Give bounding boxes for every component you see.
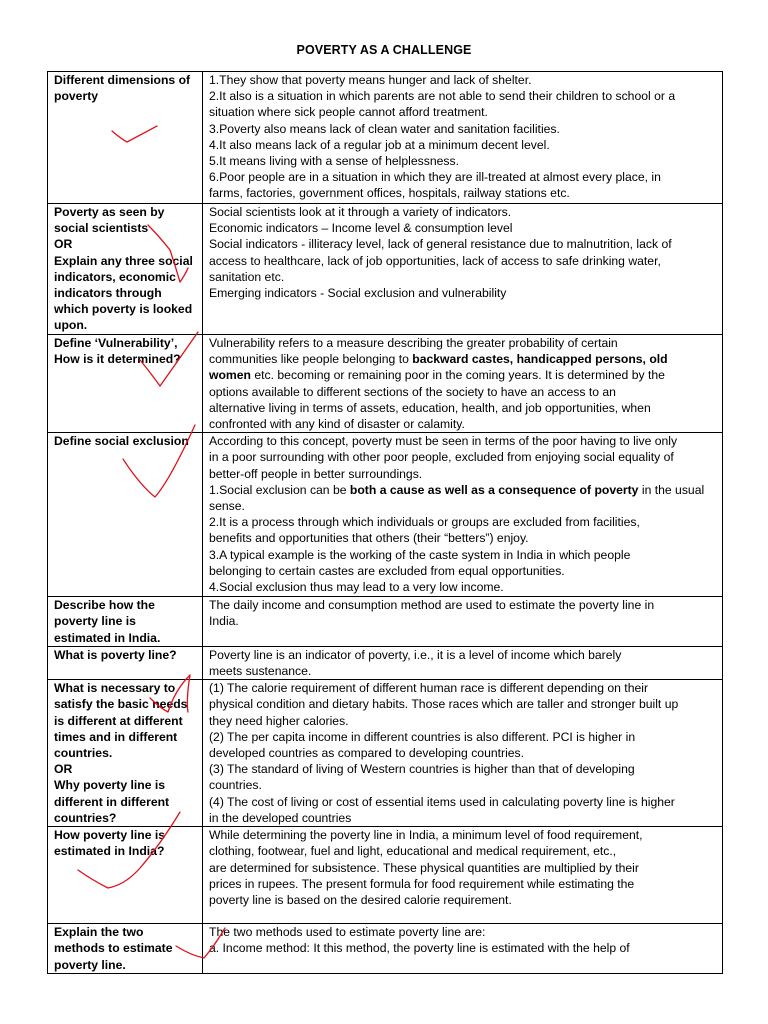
question-cell (48, 597, 203, 647)
answer-text: Vulnerability refers to a measure describing the greater probability of certain (209, 336, 618, 350)
answer-line (209, 647, 717, 663)
answer-text: benefits and opportunities that others (their “betters”) enjoy. (209, 531, 529, 546)
answer-cell (203, 680, 723, 827)
answer-text: Poverty line is an indicator of poverty, i.e., it is a level of income which barely (209, 647, 622, 662)
answer-text: communities like people belonging to (209, 352, 413, 367)
question-line: How poverty line is (54, 828, 166, 843)
question-line: Poverty as seen by (54, 205, 165, 219)
answer-line (209, 940, 717, 956)
answer-text: sense. (209, 499, 245, 514)
answer-text: situation where sick people cannot afford treatment. (209, 105, 488, 120)
question-line: satisfy the basic needs (54, 697, 188, 712)
answer-text: 1.They show that poverty means hunger and lack of shelter. (209, 73, 532, 87)
answer-text: While determining the poverty line in India, a minimum level of food requirement, (209, 828, 643, 843)
answer-text: access to healthcare, lack of job opportunities, lack of access to safe drinking water, (209, 253, 661, 268)
qa-row (48, 680, 723, 827)
answer-line (209, 400, 717, 416)
answer-line (209, 220, 717, 236)
answer-line (209, 351, 717, 367)
answer-text: in the usual (638, 482, 705, 497)
question-line: countries? (54, 810, 117, 825)
answer-text: 1.Social exclusion can be (209, 482, 350, 497)
answer-text: sanitation etc. (209, 269, 285, 284)
answer-cell (203, 924, 723, 974)
answer-line (209, 121, 717, 137)
answer-text: Economic indicators – Income level & consumption level (209, 221, 513, 236)
answer-line (209, 827, 717, 843)
answer-text: they need higher calories. (209, 713, 349, 728)
answer-text: 3.Poverty also means lack of clean water and sanitation facilities. (209, 121, 560, 136)
answer-line (209, 269, 717, 285)
answer-line (209, 137, 717, 153)
question-line: How is it determined? (54, 352, 181, 367)
answer-line (209, 285, 717, 301)
answer-text: etc. becoming or remaining poor in the coming years. It is determined by the (250, 368, 665, 383)
answer-text: Social scientists look at it through a variety of indicators. (209, 205, 512, 219)
question-line: Different dimensions of (54, 73, 191, 87)
qa-row (48, 827, 723, 924)
answer-bold-text: women (209, 368, 251, 383)
answer-line (209, 449, 717, 465)
answer-line (209, 204, 717, 220)
qa-row (48, 597, 723, 647)
answer-cell (203, 335, 723, 433)
answer-line (209, 498, 717, 514)
answer-text: are determined for subsistence. These physical quantities are multiplied by their (209, 860, 639, 875)
answer-line (209, 185, 717, 201)
answer-line (209, 563, 717, 579)
qa-row (48, 646, 723, 679)
answer-line (209, 924, 717, 940)
answer-text: belonging to certain castes are excluded from equal opportunities. (209, 563, 565, 578)
answer-text: India. (209, 614, 239, 629)
answer-text: in the developed countries (209, 810, 352, 825)
answer-line (209, 416, 717, 432)
question-line: Why poverty line is (54, 778, 166, 793)
answer-line (209, 579, 717, 595)
question-line: upon. (54, 318, 88, 333)
answer-cell (203, 597, 723, 647)
answer-text: 4.Social exclusion thus may lead to a very low income. (209, 580, 504, 595)
qa-row (48, 924, 723, 974)
question-line: Define social exclusion (54, 434, 189, 449)
answer-cell (203, 646, 723, 679)
answer-line (209, 335, 717, 351)
qa-row (48, 433, 723, 597)
answer-line (209, 761, 717, 777)
answer-text: (2) The per capita income in different countries is also different. PCI is higher in (209, 729, 636, 744)
answer-text: poverty line is based on the desired calorie requirement. (209, 893, 512, 908)
answer-line (209, 729, 717, 745)
answer-line (209, 745, 717, 761)
answer-line (209, 892, 717, 908)
answer-text: confronted with any kind of disaster or calamity. (209, 417, 465, 432)
question-line: Explain the two (54, 925, 144, 940)
question-line: What is poverty line? (54, 647, 177, 662)
question-line: OR (54, 762, 73, 777)
answer-text: Emerging indicators - Social exclusion and vulnerability (209, 286, 507, 301)
question-cell (48, 646, 203, 679)
answer-text: (3) The standard of living of Western countries is higher than that of developing (209, 762, 635, 777)
question-line: indicators, economic (54, 269, 176, 284)
question-line: is different at different (54, 713, 183, 728)
question-line: countries. (54, 746, 113, 761)
answer-text: Social indicators - illiteracy level, lack of general resistance due to malnutrition, lack of (209, 237, 672, 252)
question-line: poverty line. (54, 957, 126, 972)
answer-text: According to this concept, poverty must be seen in terms of the poor having to live only (209, 434, 678, 449)
answer-text: clothing, footwear, fuel and light, educational and medical requirement, etc., (209, 844, 617, 859)
answer-text: developed countries as compared to developing countries. (209, 746, 525, 761)
answer-text: (1) The calorie requirement of different human race is different depending on their (209, 681, 649, 696)
answer-cell (203, 827, 723, 924)
answer-text: 2.It is a process through which individuals or groups are excluded from facilities, (209, 515, 640, 530)
question-cell (48, 335, 203, 433)
qa-row (48, 204, 723, 335)
answer-line (209, 384, 717, 400)
answer-text: a. Income method: It this method, the poverty line is estimated with the help of (209, 941, 630, 956)
answer-text: 2.It also is a situation in which parents are not able to send their children to school or a (209, 89, 676, 104)
answer-line (209, 843, 717, 859)
answer-cell (203, 204, 723, 335)
question-cell (48, 924, 203, 974)
question-cell (48, 204, 203, 335)
question-line: indicators through (54, 286, 162, 301)
answer-line (209, 547, 717, 563)
answer-bold-text: backward castes, handicapped persons, old (412, 352, 668, 367)
question-cell (48, 72, 203, 204)
answer-cell (203, 72, 723, 204)
answer-text: prices in rupees. The present formula for food requirement while estimating the (209, 876, 635, 891)
answer-line (209, 88, 717, 104)
question-line: Explain any three social (54, 253, 193, 268)
answer-text: farms, factories, government offices, hospitals, railway stations etc. (209, 186, 570, 201)
question-line: estimated in India. (54, 630, 161, 645)
answer-line (209, 663, 717, 679)
answer-line (209, 236, 717, 252)
answer-line (209, 597, 717, 613)
question-line: poverty line is (54, 614, 136, 629)
answer-line (209, 810, 717, 826)
answer-text: 5.It means living with a sense of helplessness. (209, 154, 459, 169)
answer-text: 4.It also means lack of a regular job at a minimum decent level. (209, 137, 550, 152)
answer-text: better-off people in better surroundings. (209, 466, 423, 481)
answer-cell (203, 433, 723, 597)
answer-line (209, 104, 717, 120)
question-cell (48, 827, 203, 924)
answer-line (209, 794, 717, 810)
answer-line (209, 169, 717, 185)
question-line: poverty (54, 89, 99, 104)
answer-text: 3.A typical example is the working of the caste system in India in which people (209, 547, 631, 562)
question-line: OR (54, 237, 73, 252)
qa-table (47, 71, 723, 974)
answer-text: The two methods used to estimate poverty line are: (209, 925, 486, 940)
answer-line (209, 72, 717, 88)
answer-text: in a poor surrounding with other poor people, excluded from enjoying social equality of (209, 450, 674, 465)
question-line: different in different (54, 794, 170, 809)
answer-line (209, 253, 717, 269)
page-title: POVERTY AS A CHALLENGE (296, 43, 472, 57)
question-line: Define ‘Vulnerability’, (54, 336, 178, 350)
question-line: estimated in India? (54, 844, 165, 859)
answer-line (209, 514, 717, 530)
answer-line (209, 876, 717, 892)
qa-row (48, 335, 723, 433)
question-line: Describe how the (54, 598, 155, 613)
answer-text: physical condition and dietary habits. Those races which are taller and stronger built up (209, 697, 679, 712)
answer-text: 6.Poor people are in a situation in which they are ill-treated at almost every place, in (209, 170, 661, 185)
answer-line (209, 860, 717, 876)
answer-text: meets sustenance. (209, 664, 312, 679)
question-line: which poverty is looked (54, 302, 193, 317)
answer-text: options available to different sections of the society to have an access to an (209, 384, 616, 399)
question-line: times and in different (54, 729, 178, 744)
answer-text: countries. (209, 778, 262, 793)
answer-line (209, 433, 717, 449)
answer-text: The daily income and consumption method are used to estimate the poverty line in (209, 598, 655, 613)
answer-line (209, 696, 717, 712)
answer-line (209, 367, 717, 383)
answer-line (209, 777, 717, 793)
answer-line (209, 153, 717, 169)
qa-row (48, 72, 723, 204)
answer-line (209, 713, 717, 729)
answer-bold-text: both a cause as well as a consequence of poverty (349, 482, 639, 497)
answer-line (209, 613, 717, 629)
question-cell (48, 433, 203, 597)
answer-line (209, 482, 717, 498)
answer-text: alternative living in terms of assets, education, health, and job opportunities, when (209, 400, 651, 415)
question-line: What is necessary to (54, 681, 176, 696)
answer-line (209, 680, 717, 696)
answer-line (209, 466, 717, 482)
answer-line (209, 530, 717, 546)
answer-text: (4) The cost of living or cost of essential items used in calculating poverty line is higher (209, 794, 675, 809)
question-cell (48, 680, 203, 827)
question-line: methods to estimate (54, 941, 173, 956)
question-line: social scientists (54, 221, 149, 236)
